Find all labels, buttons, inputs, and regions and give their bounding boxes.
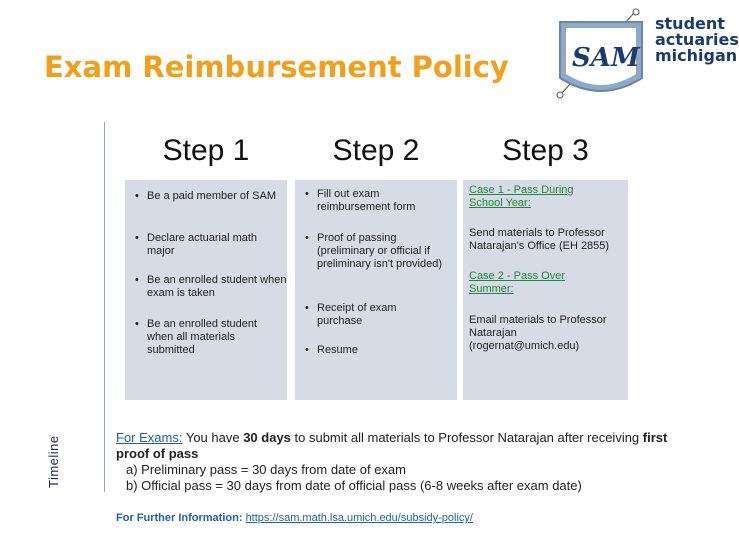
page-title: Exam Reimbursement Policy [44,50,509,84]
rule-a: a) Preliminary pass = 30 days from date of exam [126,462,406,477]
step-2-item: • Receipt of exam purchase [305,302,437,328]
step-3-title: Step 3 [502,134,589,167]
logo-line-1: student [655,14,725,33]
exam-info [116,430,676,494]
policy-url-link[interactable]: https://sam.math.lsa.umich.edu/subsidy-policy/ [245,512,473,524]
step-1-item: • Be a paid member of SAM [135,190,282,203]
step-2-column [295,122,457,400]
step-1-column [125,122,287,400]
rule-b: b) Official pass = 30 days from date of official pass (6-8 weeks after exam date) [126,478,582,493]
step-1-item: • Declare actuarial math major [135,232,287,258]
step-2-title: Step 2 [332,134,420,167]
step-2-item: • Proof of passing (preliminary or official if preliminary isn't provided) [305,232,452,271]
case-1-text: Send materials to Professor Natarajan's Office (EH 2855) [469,227,610,252]
timeline-label: Timeline [46,435,61,488]
further-label: For Further Information: [116,512,243,524]
timeline-divider [104,122,105,492]
for-exams-link[interactable]: For Exams: [116,430,183,445]
step-1-item: • Be an enrolled student when exam is taken [135,274,287,300]
info-text: to submit all materials to Professor Natarajan after receiving [290,430,643,445]
step-2-item: • Resume [305,344,437,357]
logo-mark: SAM [572,43,640,73]
further-info [116,512,473,524]
case-2-text: Email materials to Professor Natarajan (rogernat@umich.edu) [469,314,607,352]
case-1-link[interactable]: Case 1 - Pass During School Year: [469,184,574,209]
info-bold-days: 30 days [243,430,291,445]
step-1-item: • Be an enrolled student when all materials submitted [135,318,277,357]
step-3-column [463,122,628,400]
logo-text [655,16,739,64]
logo-line-2: actuaries [655,30,739,49]
info-text: You have [182,430,244,445]
info-bold-proof: first proof of pass [116,430,668,461]
logo-line-3: michigan [655,46,738,65]
case-2-link[interactable]: Case 2 - Pass Over Summer: [469,270,565,295]
step-1-title: Step 1 [162,134,250,167]
step-2-item: • Fill out exam reimbursement form [305,188,437,214]
